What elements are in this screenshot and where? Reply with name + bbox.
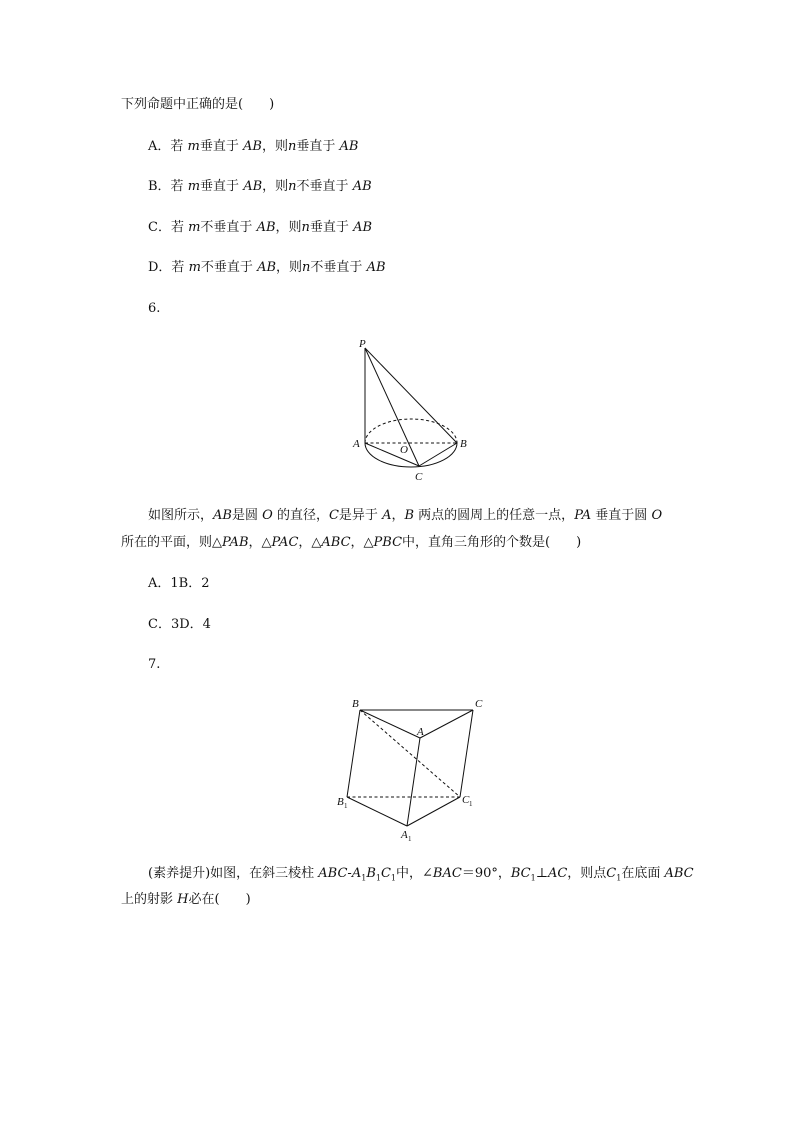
q7-number: 7.: [148, 657, 161, 672]
label-c1: C: [462, 794, 470, 806]
q5-option-b: B．若 m垂直于 AB，则n不垂直于 AB: [148, 179, 372, 194]
label-o: O: [400, 444, 408, 456]
q5-option-d: D．若 m不垂直于 AB，则n不垂直于 AB: [148, 260, 386, 275]
label-b1: B: [337, 796, 344, 808]
q6-text-line1: 如图所示，AB是圆 O 的直径，C是异于 A，B 两点的圆周上的任意一点，PA 垂直于圆 O: [148, 508, 663, 523]
q6-options-line2: C．3D．4: [148, 617, 211, 632]
edge-aa1: [407, 738, 420, 826]
label-c1-sub: 1: [469, 800, 473, 808]
label-b: B: [460, 438, 467, 450]
label-b1-sub: 1: [344, 802, 348, 810]
edge-ba: [360, 710, 420, 738]
q7-text-line2: 上的射影 H必在( ): [121, 892, 251, 907]
edge-bb1: [347, 710, 360, 797]
label-c: C: [475, 698, 483, 710]
label-a: A: [353, 438, 360, 450]
edge-ac: [420, 710, 473, 738]
q7-text-line1: (素养提升)如图，在斜三棱柱 ABC-$A_1B_1C_1$中，∠BAC＝90°，$BC_1\perp AC$，则点$C_1$在底面 ABC: [148, 866, 694, 883]
edge-a1c1: [407, 797, 460, 826]
q6-text-line2: 所在的平面，则△PAB，△PAC，△ABC，△PBC中，直角三角形的个数是( ): [121, 535, 582, 550]
edge-b1a1: [347, 797, 407, 826]
q6-options-line1: A．1B．2: [148, 576, 210, 591]
edge-cc1: [460, 710, 473, 797]
label-c: C: [415, 471, 423, 483]
q5-stem: 下列命题中正确的是( ): [121, 97, 275, 112]
q5-option-a: A．若 m垂直于 AB，则n垂直于 AB: [148, 139, 359, 154]
label-a1: A: [401, 829, 408, 841]
label-a1-sub: 1: [408, 835, 412, 843]
label-p: P: [359, 338, 366, 350]
label-b: B: [352, 698, 359, 710]
diag-bc1: [360, 710, 460, 797]
q6-number: 6.: [148, 301, 161, 316]
label-a: A: [417, 726, 424, 738]
q5-option-c: C．若 m不垂直于 AB，则n垂直于 AB: [148, 220, 373, 235]
